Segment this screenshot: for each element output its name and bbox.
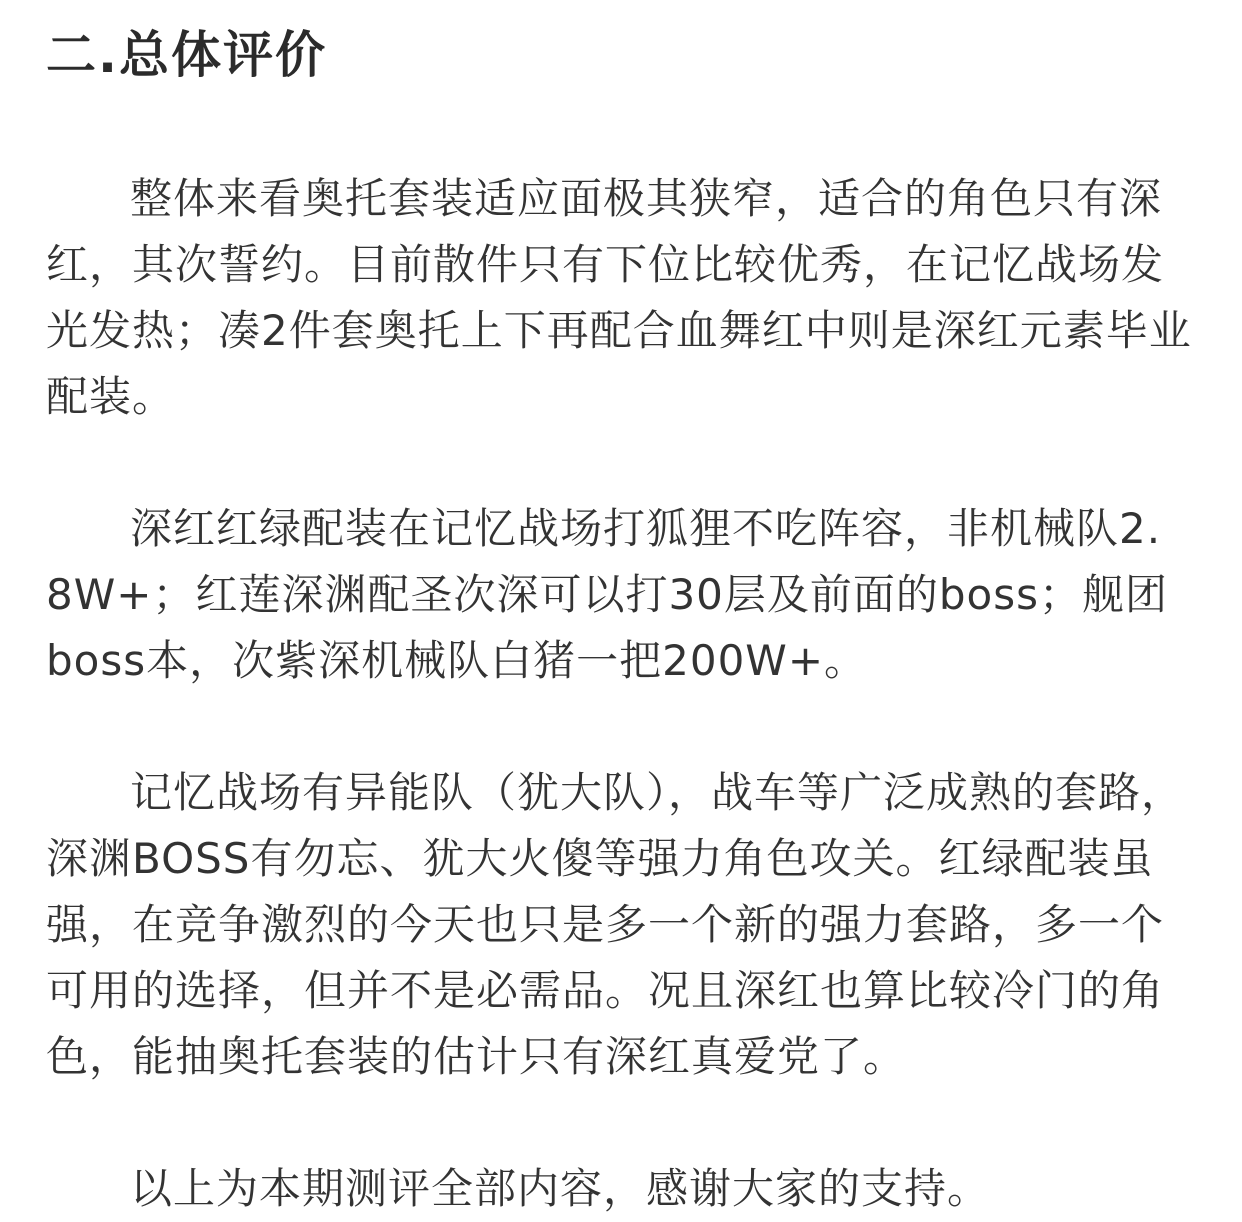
- section-title: 二.总体评价: [46, 26, 327, 84]
- paragraph-overall-evaluation: 整体来看奥托套装适应面极其狭窄，适合的角色只有深红，其次誓约。目前散件只有下位比较优秀，在记忆战场发光发热；凑2件套奥托上下再配合血舞红中则是深红元素毕业配装。: [46, 174, 1192, 421]
- article-section: [46, 0, 1206, 1213]
- paragraph-competition: 记忆战场有异能队（犹大队），战车等广泛成熟的套路，深渊BOSS有勿忘、犹大火傻等强力角色攻关。红绿配装虽强，在竞争激烈的今天也只是多一个新的强力套路，多一个可用的选择，但并不是必需品。况且深红也算比较冷门的角色，能抽奥托套装的估计只有深红真爱党了。: [46, 768, 1185, 1081]
- paragraph-closing: 以上为本期测评全部内容，感谢大家的支持。: [130, 1164, 991, 1213]
- paragraph-red-green-setup: 深红红绿配装在记忆战场打狐狸不吃阵容，非机械队2.8W+；红莲深渊配圣次深可以打30层及前面的boss；舰团boss本，次紫深机械队白猪一把200W+。: [46, 504, 1169, 685]
